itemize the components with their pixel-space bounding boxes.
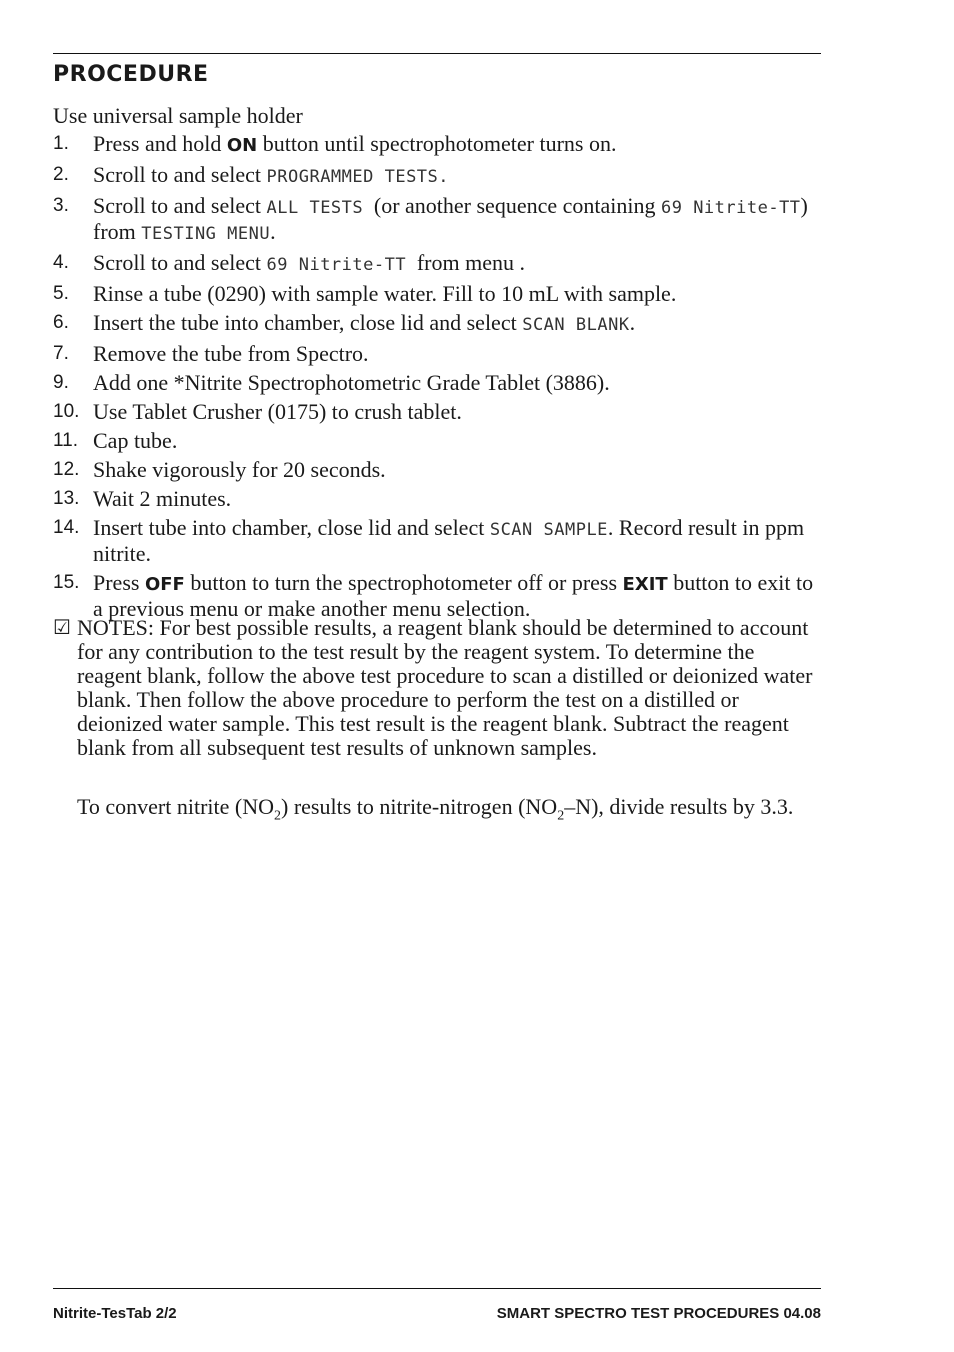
notes-block — [53, 616, 823, 760]
procedure-step — [53, 516, 823, 566]
procedure-step — [53, 163, 823, 189]
step-text — [93, 371, 823, 395]
step-text-part: ) from — [93, 193, 808, 244]
step-text-part: . Record result in ppm nitrite. — [93, 515, 805, 566]
step-number: 1. — [53, 133, 69, 154]
procedure-step — [53, 487, 823, 511]
step-text — [93, 429, 823, 453]
step-text-part: Press — [93, 570, 145, 595]
conversion-note — [77, 794, 823, 824]
step-text-part: Press and hold — [93, 131, 227, 156]
step-text-part: Scroll to and select — [93, 162, 267, 187]
section-heading: PROCEDURE — [53, 62, 209, 87]
step-text — [93, 342, 823, 366]
conversion-text-3: –N), divide results by 3.3. — [564, 794, 794, 819]
top-rule — [53, 53, 821, 54]
step-text-part: Rinse a tube (0290) with sample water. Fill to 10 mL with sample. — [93, 281, 677, 306]
display-text: 69 Nitrite-TT — [660, 198, 801, 218]
bottom-rule — [53, 1288, 821, 1289]
step-text — [93, 458, 823, 482]
footer-title: SMART SPECTRO TEST PROCEDURES 04.08 — [496, 1305, 821, 1322]
step-number: 2. — [53, 164, 69, 185]
display-text: ALL TESTS — [266, 198, 374, 218]
step-number: 15. — [53, 572, 80, 593]
step-text-part: Add one *Nitrite Spectrophotometric Grade Tablet (3886). — [93, 370, 610, 395]
step-text-part: Shake vigorously for 20 seconds. — [93, 457, 386, 482]
button-label: OFF — [144, 574, 185, 595]
step-text — [93, 400, 823, 424]
step-text — [93, 487, 823, 511]
step-text-part: button until spectrophotometer turns on. — [257, 131, 617, 156]
step-text-part: Wait 2 minutes. — [93, 486, 232, 511]
procedure-step — [53, 132, 823, 158]
step-text-part: from menu . — [416, 250, 525, 275]
procedure-step — [53, 571, 823, 621]
notes-text: NOTES: For best possible results, a reagent blank should be determined to account for any contribution to the test result by the reagent system. To determine the reagent blank, follow the above test procedure to scan a distilled or deionized water blank. Then follow the above procedure to perform the test on a distilled or deionized water sample. This test result is the reagent blank. Subtract the reagent blank from all subsequent test results of unknown samples. — [77, 615, 813, 760]
step-text-part: Remove the tube from Spectro. — [93, 341, 369, 366]
step-text-part: Insert tube into chamber, close lid and select — [93, 515, 490, 540]
procedure-step — [53, 311, 823, 337]
step-number: 12. — [53, 459, 80, 480]
step-number: 14. — [53, 517, 80, 538]
step-text — [93, 194, 823, 246]
display-text: TESTING MENU — [141, 224, 271, 244]
button-label: EXIT — [622, 574, 668, 595]
procedure-step — [53, 458, 823, 482]
step-text-part: Use Tablet Crusher (0175) to crush tablet. — [93, 399, 462, 424]
step-text-part: Insert the tube into chamber, close lid and select — [93, 310, 523, 335]
step-number: 6. — [53, 312, 69, 333]
step-number: 5. — [53, 283, 69, 304]
step-number: 13. — [53, 488, 80, 509]
footer-doc-id: Nitrite-TesTab 2/2 — [53, 1305, 177, 1322]
button-label: ON — [226, 135, 258, 156]
step-number: 9. — [53, 372, 69, 393]
display-text: PROGRAMMED TESTS. — [266, 167, 450, 187]
step-text-part: Scroll to and select — [93, 193, 267, 218]
procedure-step — [53, 251, 823, 277]
procedure-step — [53, 400, 823, 424]
procedure-step — [53, 429, 823, 453]
procedure-step — [53, 371, 823, 395]
step-text — [93, 251, 823, 277]
step-text — [93, 282, 823, 306]
conversion-text-1: To convert nitrite (NO — [77, 794, 275, 819]
step-text — [93, 571, 823, 621]
display-text: SCAN SAMPLE — [489, 520, 608, 540]
checkbox-icon: ☑ — [53, 617, 71, 639]
step-text — [93, 516, 823, 566]
step-text-part: button to turn the spectrophotometer off or press — [184, 570, 623, 595]
step-number: 4. — [53, 252, 69, 273]
step-text-part: . — [629, 310, 636, 335]
procedure-step — [53, 282, 823, 306]
display-text: SCAN BLANK — [522, 315, 630, 335]
step-text — [93, 311, 823, 337]
step-text — [93, 163, 823, 189]
subscript-2a: 2 — [274, 808, 282, 824]
step-text-part: Cap tube. — [93, 428, 178, 453]
subscript-2b: 2 — [557, 808, 565, 824]
procedure-steps — [53, 132, 823, 626]
conversion-text-2: ) results to nitrite-nitrogen (NO — [281, 794, 558, 819]
step-text-part: button to exit to a previous menu or make another menu selection. — [93, 570, 814, 621]
step-number: 10. — [53, 401, 80, 422]
step-text-part: (or another sequence containing — [373, 193, 661, 218]
step-number: 3. — [53, 195, 69, 216]
procedure-step — [53, 194, 823, 246]
intro-text: Use universal sample holder — [53, 103, 303, 128]
display-text: 69 Nitrite-TT — [266, 255, 417, 275]
step-number: 7. — [53, 343, 69, 364]
procedure-step — [53, 342, 823, 366]
step-text — [93, 132, 823, 158]
step-text-part: . — [270, 219, 276, 244]
step-text-part: Scroll to and select — [93, 250, 267, 275]
step-number: 11. — [53, 430, 79, 451]
